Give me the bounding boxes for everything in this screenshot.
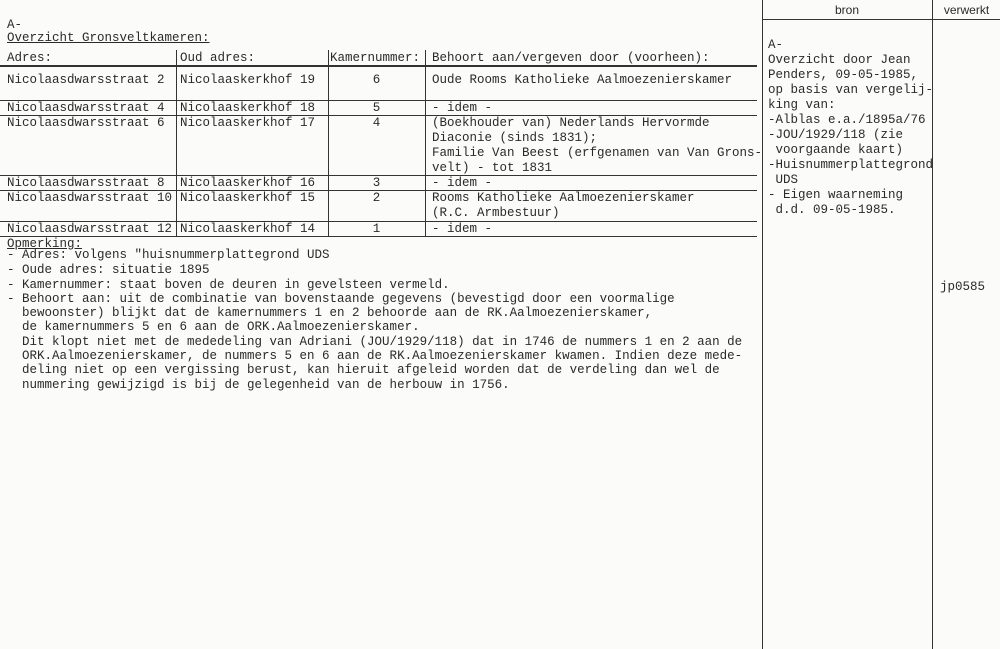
divider [762, 0, 763, 649]
remark-line: - Adres: volgens "huisnummerplattegrond UDS [7, 248, 330, 262]
cell-behoort: Oude Rooms Katholieke Aalmoezenierskamer [432, 73, 733, 87]
cell-oud-adres: Nicolaaskerkhof 15 [180, 191, 316, 205]
bron-line: - Eigen waarneming [768, 188, 904, 202]
remarks-title: Opmerking: [7, 237, 83, 251]
column-header: Oud adres: [180, 51, 256, 65]
cell-adres: Nicolaasdwarsstraat 8 [7, 176, 165, 190]
cell-behoort: (R.C. Armbestuur) [432, 206, 560, 220]
cell-oud-adres: Nicolaaskerkhof 16 [180, 176, 316, 190]
verwerkt-code: jp0585 [940, 280, 986, 294]
cell-adres: Nicolaasdwarsstraat 6 [7, 116, 165, 130]
cell-adres: Nicolaasdwarsstraat 12 [7, 222, 173, 236]
divider [0, 66, 757, 67]
cell-kamernummer: 3 [372, 176, 381, 190]
remark-line: ORK.Aalmoezenierskamer, de nummers 5 en 6 aan de RK.Aalmoezenierskamer kwamen. Indien deze mede- [7, 349, 743, 363]
divider [932, 0, 933, 649]
cell-kamernummer: 6 [372, 73, 381, 87]
cell-kamernummer: 5 [372, 101, 381, 115]
page-title: Overzicht Gronsveltkameren: [7, 31, 210, 45]
column-header: Behoort aan/vergeven door (voorheen): [432, 51, 710, 65]
column-header: Adres: [7, 51, 53, 65]
bron-line: op basis van vergelij- [768, 83, 934, 97]
remark-line: - Kamernummer: staat boven de deuren in gevelsteen vermeld. [7, 278, 450, 292]
divider [762, 19, 1000, 20]
remark-line: - Behoort aan: uit de combinatie van bovenstaande gegevens (bevestigd door een voormalige [7, 292, 675, 306]
verwerkt-header: verwerkt [943, 3, 990, 17]
cell-behoort: - idem - [432, 101, 493, 115]
cell-kamernummer: 1 [372, 222, 381, 236]
cell-behoort: - idem - [432, 222, 493, 236]
row-divider [0, 236, 757, 237]
bron-line: Overzicht door Jean [768, 53, 911, 67]
cell-behoort: velt) - tot 1831 [432, 161, 553, 175]
remark-line: de kamernummers 5 en 6 aan de ORK.Aalmoezenierskamer. [7, 320, 420, 334]
bron-line: -Huisnummerplattegrond [768, 158, 934, 172]
bron-line: king van: [768, 98, 836, 112]
cell-kamernummer: 4 [372, 116, 381, 130]
bron-line: Penders, 09-05-1985, [768, 68, 919, 82]
remark-line: deling niet op een vergissing berust, kan hieruit afgeleid worden dat de verdeling dan wel de [7, 363, 720, 377]
cell-behoort: Familie Van Beest (erfgenamen van Van Grons- [432, 146, 763, 160]
cell-adres: Nicolaasdwarsstraat 2 [7, 73, 165, 87]
cell-behoort: Rooms Katholieke Aalmoezenierskamer [432, 191, 695, 205]
cell-kamernummer: 2 [372, 191, 381, 205]
cell-oud-adres: Nicolaaskerkhof 17 [180, 116, 316, 130]
bron-line: -Alblas e.a./1895a/76 [768, 113, 926, 127]
column-divider [176, 50, 177, 236]
cell-behoort: - idem - [432, 176, 493, 190]
cell-oud-adres: Nicolaaskerkhof 18 [180, 101, 316, 115]
bron-line: d.d. 09-05-1985. [768, 203, 896, 217]
cell-oud-adres: Nicolaaskerkhof 19 [180, 73, 316, 87]
cell-behoort: (Boekhouder van) Nederlands Hervormde [432, 116, 710, 130]
column-header: Kamernummer: [330, 51, 421, 65]
cell-adres: Nicolaasdwarsstraat 4 [7, 101, 165, 115]
column-divider [425, 50, 426, 236]
remark-line: bewoonster) blijkt dat de kamernummers 1 en 2 behoorde aan de RK.Aalmoezenierskamer, [7, 306, 653, 320]
cell-behoort: Diaconie (sinds 1831); [432, 131, 598, 145]
bron-line: A- [768, 38, 784, 52]
card-prefix: A- [7, 18, 23, 32]
remark-line: - Oude adres: situatie 1895 [7, 263, 210, 277]
bron-line: voorgaande kaart) [768, 143, 904, 157]
cell-oud-adres: Nicolaaskerkhof 14 [180, 222, 316, 236]
remark-line: nummering gewijzigd is bij de gelegenheid van de herbouw in 1756. [7, 378, 510, 392]
bron-line: -JOU/1929/118 (zie [768, 128, 904, 142]
remark-line: Dit klopt niet met de mededeling van Adriani (JOU/1929/118) dat in 1746 de nummers 1 en 2 aan de [7, 335, 743, 349]
bron-line: UDS [768, 173, 799, 187]
cell-adres: Nicolaasdwarsstraat 10 [7, 191, 173, 205]
bron-header: bron [834, 3, 860, 17]
